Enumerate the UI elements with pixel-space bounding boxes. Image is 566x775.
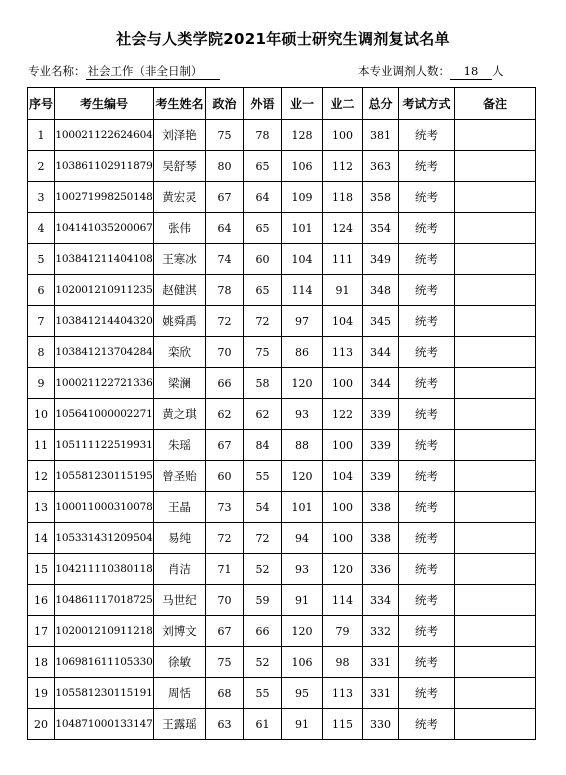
col-header-name: 考生姓名 [154,88,206,120]
table-row [28,430,536,461]
cell-major-1: 120 [282,461,323,492]
cell-name: 肖洁 [154,554,206,585]
cell-exam-type: 统考 [399,213,455,244]
cell-seq: 8 [28,337,55,368]
col-header-major-2: 业二 [323,88,363,120]
cell-major-1: 86 [282,337,323,368]
table-row [28,151,536,182]
table-row [28,585,536,616]
cell-seq: 19 [28,678,55,709]
table-row [28,120,536,151]
cell-name: 栾欣 [154,337,206,368]
cell-remarks [455,678,536,709]
cell-total: 381 [363,120,399,151]
cell-foreign-language: 58 [244,368,282,399]
cell-foreign-language: 65 [244,213,282,244]
cell-politics: 78 [206,275,244,306]
cell-name: 易纯 [154,523,206,554]
table-row [28,337,536,368]
cell-total: 345 [363,306,399,337]
major-label: 专业名称： [28,64,86,78]
cell-seq: 2 [28,151,55,182]
cell-foreign-language: 55 [244,461,282,492]
cell-major-1: 91 [282,585,323,616]
major-info [28,63,220,80]
cell-total: 334 [363,585,399,616]
cell-remarks [455,461,536,492]
cell-exam-type: 统考 [399,244,455,275]
cell-total: 332 [363,616,399,647]
cell-exam-no: 104861117018725 [55,585,154,616]
col-header-seq: 序号 [28,88,55,120]
cell-remarks [455,523,536,554]
cell-total: 358 [363,182,399,213]
cell-exam-type: 统考 [399,523,455,554]
cell-total: 354 [363,213,399,244]
major-value: 社会工作（非全日制） [86,65,220,80]
cell-name: 周恬 [154,678,206,709]
cell-exam-type: 统考 [399,182,455,213]
cell-exam-no: 105111122519931 [55,430,154,461]
table-row [28,182,536,213]
cell-major-2: 100 [323,430,363,461]
cell-politics: 63 [206,709,244,740]
cell-remarks [455,492,536,523]
cell-exam-no: 102001210911235 [55,275,154,306]
cell-exam-type: 统考 [399,306,455,337]
cell-seq: 17 [28,616,55,647]
cell-total: 330 [363,709,399,740]
cell-politics: 64 [206,213,244,244]
cell-seq: 12 [28,461,55,492]
col-header-remarks: 备注 [455,88,536,120]
adjust-count-info [358,63,504,80]
cell-exam-type: 统考 [399,492,455,523]
cell-seq: 1 [28,120,55,151]
cell-major-1: 109 [282,182,323,213]
cell-major-1: 101 [282,213,323,244]
cell-seq: 4 [28,213,55,244]
cell-exam-no: 104871000133147 [55,709,154,740]
cell-exam-type: 统考 [399,399,455,430]
cell-exam-no: 100021122624604 [55,120,154,151]
cell-remarks [455,244,536,275]
cell-politics: 67 [206,182,244,213]
cell-name: 黄之琪 [154,399,206,430]
cell-foreign-language: 52 [244,554,282,585]
candidate-table [27,87,536,740]
cell-major-1: 93 [282,554,323,585]
cell-politics: 72 [206,523,244,554]
cell-politics: 80 [206,151,244,182]
cell-major-1: 97 [282,306,323,337]
cell-name: 梁澜 [154,368,206,399]
col-header-politics: 政治 [206,88,244,120]
count-label: 本专业调剂人数： [358,64,450,78]
cell-foreign-language: 54 [244,492,282,523]
cell-politics: 73 [206,492,244,523]
cell-exam-no: 100271998250148 [55,182,154,213]
cell-total: 363 [363,151,399,182]
cell-total: 331 [363,647,399,678]
cell-name: 刘博文 [154,616,206,647]
table-row [28,275,536,306]
cell-remarks [455,430,536,461]
cell-name: 曾圣贻 [154,461,206,492]
cell-major-2: 100 [323,368,363,399]
cell-total: 344 [363,337,399,368]
cell-exam-no: 103841213704284 [55,337,154,368]
cell-remarks [455,647,536,678]
cell-major-2: 114 [323,585,363,616]
cell-politics: 75 [206,120,244,151]
cell-politics: 72 [206,306,244,337]
cell-exam-type: 统考 [399,647,455,678]
cell-remarks [455,585,536,616]
cell-exam-type: 统考 [399,151,455,182]
cell-exam-no: 102001210911218 [55,616,154,647]
col-header-major-1: 业一 [282,88,323,120]
cell-major-1: 120 [282,616,323,647]
cell-major-2: 118 [323,182,363,213]
cell-major-2: 98 [323,647,363,678]
cell-major-1: 93 [282,399,323,430]
cell-foreign-language: 62 [244,399,282,430]
cell-major-1: 104 [282,244,323,275]
cell-seq: 6 [28,275,55,306]
cell-seq: 20 [28,709,55,740]
cell-exam-no: 106981611105330 [55,647,154,678]
cell-seq: 15 [28,554,55,585]
cell-name: 张伟 [154,213,206,244]
cell-name: 王露瑶 [154,709,206,740]
cell-exam-no: 104141035200067 [55,213,154,244]
cell-name: 徐敏 [154,647,206,678]
cell-major-2: 100 [323,523,363,554]
cell-remarks [455,399,536,430]
cell-name: 马世纪 [154,585,206,616]
cell-exam-no: 104211110380118 [55,554,154,585]
table-row [28,213,536,244]
cell-foreign-language: 65 [244,151,282,182]
cell-exam-type: 统考 [399,709,455,740]
cell-foreign-language: 65 [244,275,282,306]
cell-remarks [455,554,536,585]
cell-name: 刘泽艳 [154,120,206,151]
cell-total: 338 [363,523,399,554]
cell-total: 348 [363,275,399,306]
cell-total: 339 [363,399,399,430]
cell-exam-type: 统考 [399,430,455,461]
cell-total: 339 [363,430,399,461]
cell-politics: 74 [206,244,244,275]
cell-total: 344 [363,368,399,399]
cell-foreign-language: 60 [244,244,282,275]
cell-seq: 3 [28,182,55,213]
cell-exam-no: 103861102911879 [55,151,154,182]
cell-major-2: 100 [323,492,363,523]
cell-name: 姚舜禹 [154,306,206,337]
table-body [28,120,536,740]
cell-foreign-language: 84 [244,430,282,461]
cell-exam-type: 统考 [399,554,455,585]
cell-name: 王晶 [154,492,206,523]
cell-exam-no: 105641000002271 [55,399,154,430]
cell-exam-type: 统考 [399,461,455,492]
cell-exam-no: 100011000310078 [55,492,154,523]
table-row [28,616,536,647]
cell-foreign-language: 72 [244,523,282,554]
cell-foreign-language: 75 [244,337,282,368]
col-header-total: 总分 [363,88,399,120]
cell-major-2: 113 [323,337,363,368]
cell-seq: 9 [28,368,55,399]
cell-politics: 60 [206,461,244,492]
table-row [28,678,536,709]
cell-foreign-language: 66 [244,616,282,647]
cell-seq: 13 [28,492,55,523]
cell-major-1: 114 [282,275,323,306]
cell-exam-type: 统考 [399,678,455,709]
cell-major-2: 113 [323,678,363,709]
cell-major-1: 106 [282,647,323,678]
cell-major-2: 100 [323,120,363,151]
cell-seq: 14 [28,523,55,554]
cell-foreign-language: 52 [244,647,282,678]
cell-name: 黄宏灵 [154,182,206,213]
col-header-exam-type: 考试方式 [399,88,455,120]
cell-remarks [455,182,536,213]
cell-major-2: 122 [323,399,363,430]
cell-remarks [455,368,536,399]
cell-major-1: 91 [282,709,323,740]
cell-politics: 71 [206,554,244,585]
cell-remarks [455,616,536,647]
cell-foreign-language: 61 [244,709,282,740]
cell-name: 王寒冰 [154,244,206,275]
cell-major-2: 104 [323,461,363,492]
cell-foreign-language: 78 [244,120,282,151]
cell-politics: 75 [206,647,244,678]
cell-remarks [455,306,536,337]
cell-politics: 62 [206,399,244,430]
cell-major-1: 88 [282,430,323,461]
cell-major-1: 95 [282,678,323,709]
cell-exam-no: 105581230115195 [55,461,154,492]
cell-exam-no: 100021122721336 [55,368,154,399]
cell-major-2: 79 [323,616,363,647]
cell-major-2: 120 [323,554,363,585]
table-row [28,492,536,523]
cell-remarks [455,709,536,740]
table-row [28,523,536,554]
cell-major-2: 112 [323,151,363,182]
cell-exam-type: 统考 [399,616,455,647]
cell-exam-no: 105581230115191 [55,678,154,709]
cell-exam-type: 统考 [399,337,455,368]
page-title: 社会与人类学院2021年硕士研究生调剂复试名单 [116,30,450,48]
cell-remarks [455,151,536,182]
cell-major-1: 94 [282,523,323,554]
cell-name: 赵健淇 [154,275,206,306]
table-row [28,647,536,678]
cell-foreign-language: 59 [244,585,282,616]
table-row [28,554,536,585]
cell-foreign-language: 64 [244,182,282,213]
cell-major-2: 91 [323,275,363,306]
cell-foreign-language: 72 [244,306,282,337]
cell-total: 331 [363,678,399,709]
cell-remarks [455,337,536,368]
cell-politics: 70 [206,337,244,368]
cell-exam-no: 103841214404320 [55,306,154,337]
table-row [28,368,536,399]
cell-major-1: 128 [282,120,323,151]
cell-major-2: 104 [323,306,363,337]
count-value: 18 [450,65,492,80]
cell-seq: 10 [28,399,55,430]
cell-name: 吴舒琴 [154,151,206,182]
cell-major-2: 111 [323,244,363,275]
table-row [28,244,536,275]
cell-total: 336 [363,554,399,585]
cell-seq: 5 [28,244,55,275]
cell-remarks [455,275,536,306]
col-header-foreign-language: 外语 [244,88,282,120]
cell-total: 349 [363,244,399,275]
count-unit: 人 [492,64,504,78]
cell-total: 338 [363,492,399,523]
cell-seq: 16 [28,585,55,616]
cell-exam-no: 103841211404108 [55,244,154,275]
table-row [28,709,536,740]
cell-politics: 67 [206,616,244,647]
cell-politics: 66 [206,368,244,399]
col-header-exam-no: 考生编号 [55,88,154,120]
cell-exam-type: 统考 [399,585,455,616]
cell-seq: 7 [28,306,55,337]
cell-exam-type: 统考 [399,120,455,151]
cell-remarks [455,120,536,151]
cell-major-1: 106 [282,151,323,182]
cell-remarks [455,213,536,244]
cell-seq: 11 [28,430,55,461]
cell-name: 朱瑶 [154,430,206,461]
table-row [28,461,536,492]
cell-major-2: 124 [323,213,363,244]
cell-politics: 68 [206,678,244,709]
cell-foreign-language: 55 [244,678,282,709]
table-header-row [28,88,536,120]
cell-politics: 70 [206,585,244,616]
cell-major-2: 115 [323,709,363,740]
table-row [28,399,536,430]
cell-total: 339 [363,461,399,492]
cell-major-1: 101 [282,492,323,523]
cell-exam-type: 统考 [399,275,455,306]
table-row [28,306,536,337]
cell-exam-no: 105331431209504 [55,523,154,554]
cell-exam-type: 统考 [399,368,455,399]
cell-seq: 18 [28,647,55,678]
cell-major-1: 120 [282,368,323,399]
cell-politics: 67 [206,430,244,461]
